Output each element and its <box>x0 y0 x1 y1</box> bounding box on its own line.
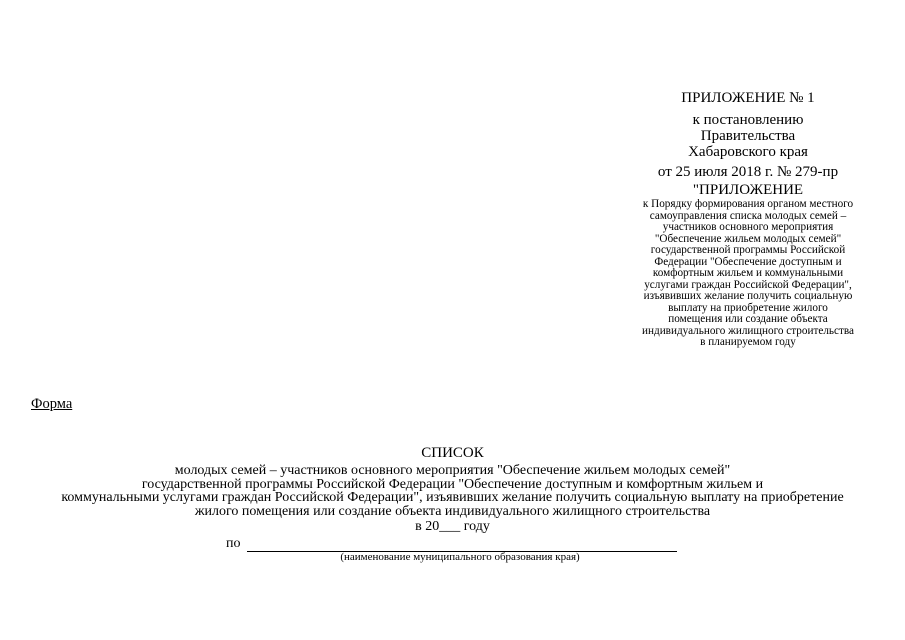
inner-appendix-body <box>570 199 905 349</box>
inner-appendix-line: к Порядку формирования органом местного <box>642 198 854 210</box>
inner-appendix-line: комфортным жильем и коммунальными <box>652 267 844 279</box>
list-line: молодых семей – участников основного мероприятия "Обеспечение жильем молодых семей" <box>174 463 731 478</box>
po-label: по <box>226 536 241 551</box>
inner-appendix-line: "Обеспечение жильем молодых семей" <box>654 232 842 245</box>
list-line: государственной программы Российской Федерации "Обеспечение доступным и комфортным жильем и <box>141 476 764 492</box>
appendix-line-1: к постановлению <box>692 112 804 128</box>
inner-appendix-line: индивидуального жилищного строительства <box>642 324 854 337</box>
appendix-header <box>570 90 905 180</box>
list-block <box>0 445 905 518</box>
appendix-title: ПРИЛОЖЕНИЕ № 1 <box>681 90 815 106</box>
municipality-caption: (наименование муниципального образования края) <box>340 551 580 563</box>
municipality-row <box>226 536 677 552</box>
appendix-line-3: Хабаровского края <box>688 144 808 160</box>
inner-appendix-title: "ПРИЛОЖЕНИЕ <box>692 182 804 198</box>
inner-appendix-line: Федерации "Обеспечение доступным и <box>654 255 842 268</box>
inner-appendix-line: помещения или создание объекта <box>668 313 828 325</box>
form-link[interactable]: Форма <box>31 396 73 412</box>
appendix-decree: от 25 июля 2018 г. № 279-пр <box>657 164 839 180</box>
list-line: жилого помещения или создание объекта индивидуального жилищного строительства <box>194 503 711 519</box>
year-line: в 20___ году <box>415 519 490 534</box>
inner-appendix-line: выплату на приобретение жилого <box>668 301 828 314</box>
list-line: коммунальными услугами граждан Российской Федерации", изъявивших желание получить социальную выплату на приобретение <box>61 490 844 505</box>
list-title: СПИСОК <box>421 445 484 461</box>
inner-appendix-line: в планируемом году <box>700 336 796 348</box>
inner-appendix-line: изъявивших желание получить социальную <box>643 290 853 302</box>
inner-appendix-line: государственной программы Российской <box>650 244 846 256</box>
list-body <box>0 464 905 518</box>
inner-appendix <box>570 182 905 349</box>
municipality-blank-line <box>247 537 677 552</box>
inner-appendix-line: участников основного мероприятия <box>662 221 834 233</box>
inner-appendix-line: самоуправления списка молодых семей – <box>649 209 847 222</box>
appendix-line-2: Правительства <box>700 128 796 144</box>
inner-appendix-line: услугами граждан Российской Федерации", <box>644 278 852 291</box>
